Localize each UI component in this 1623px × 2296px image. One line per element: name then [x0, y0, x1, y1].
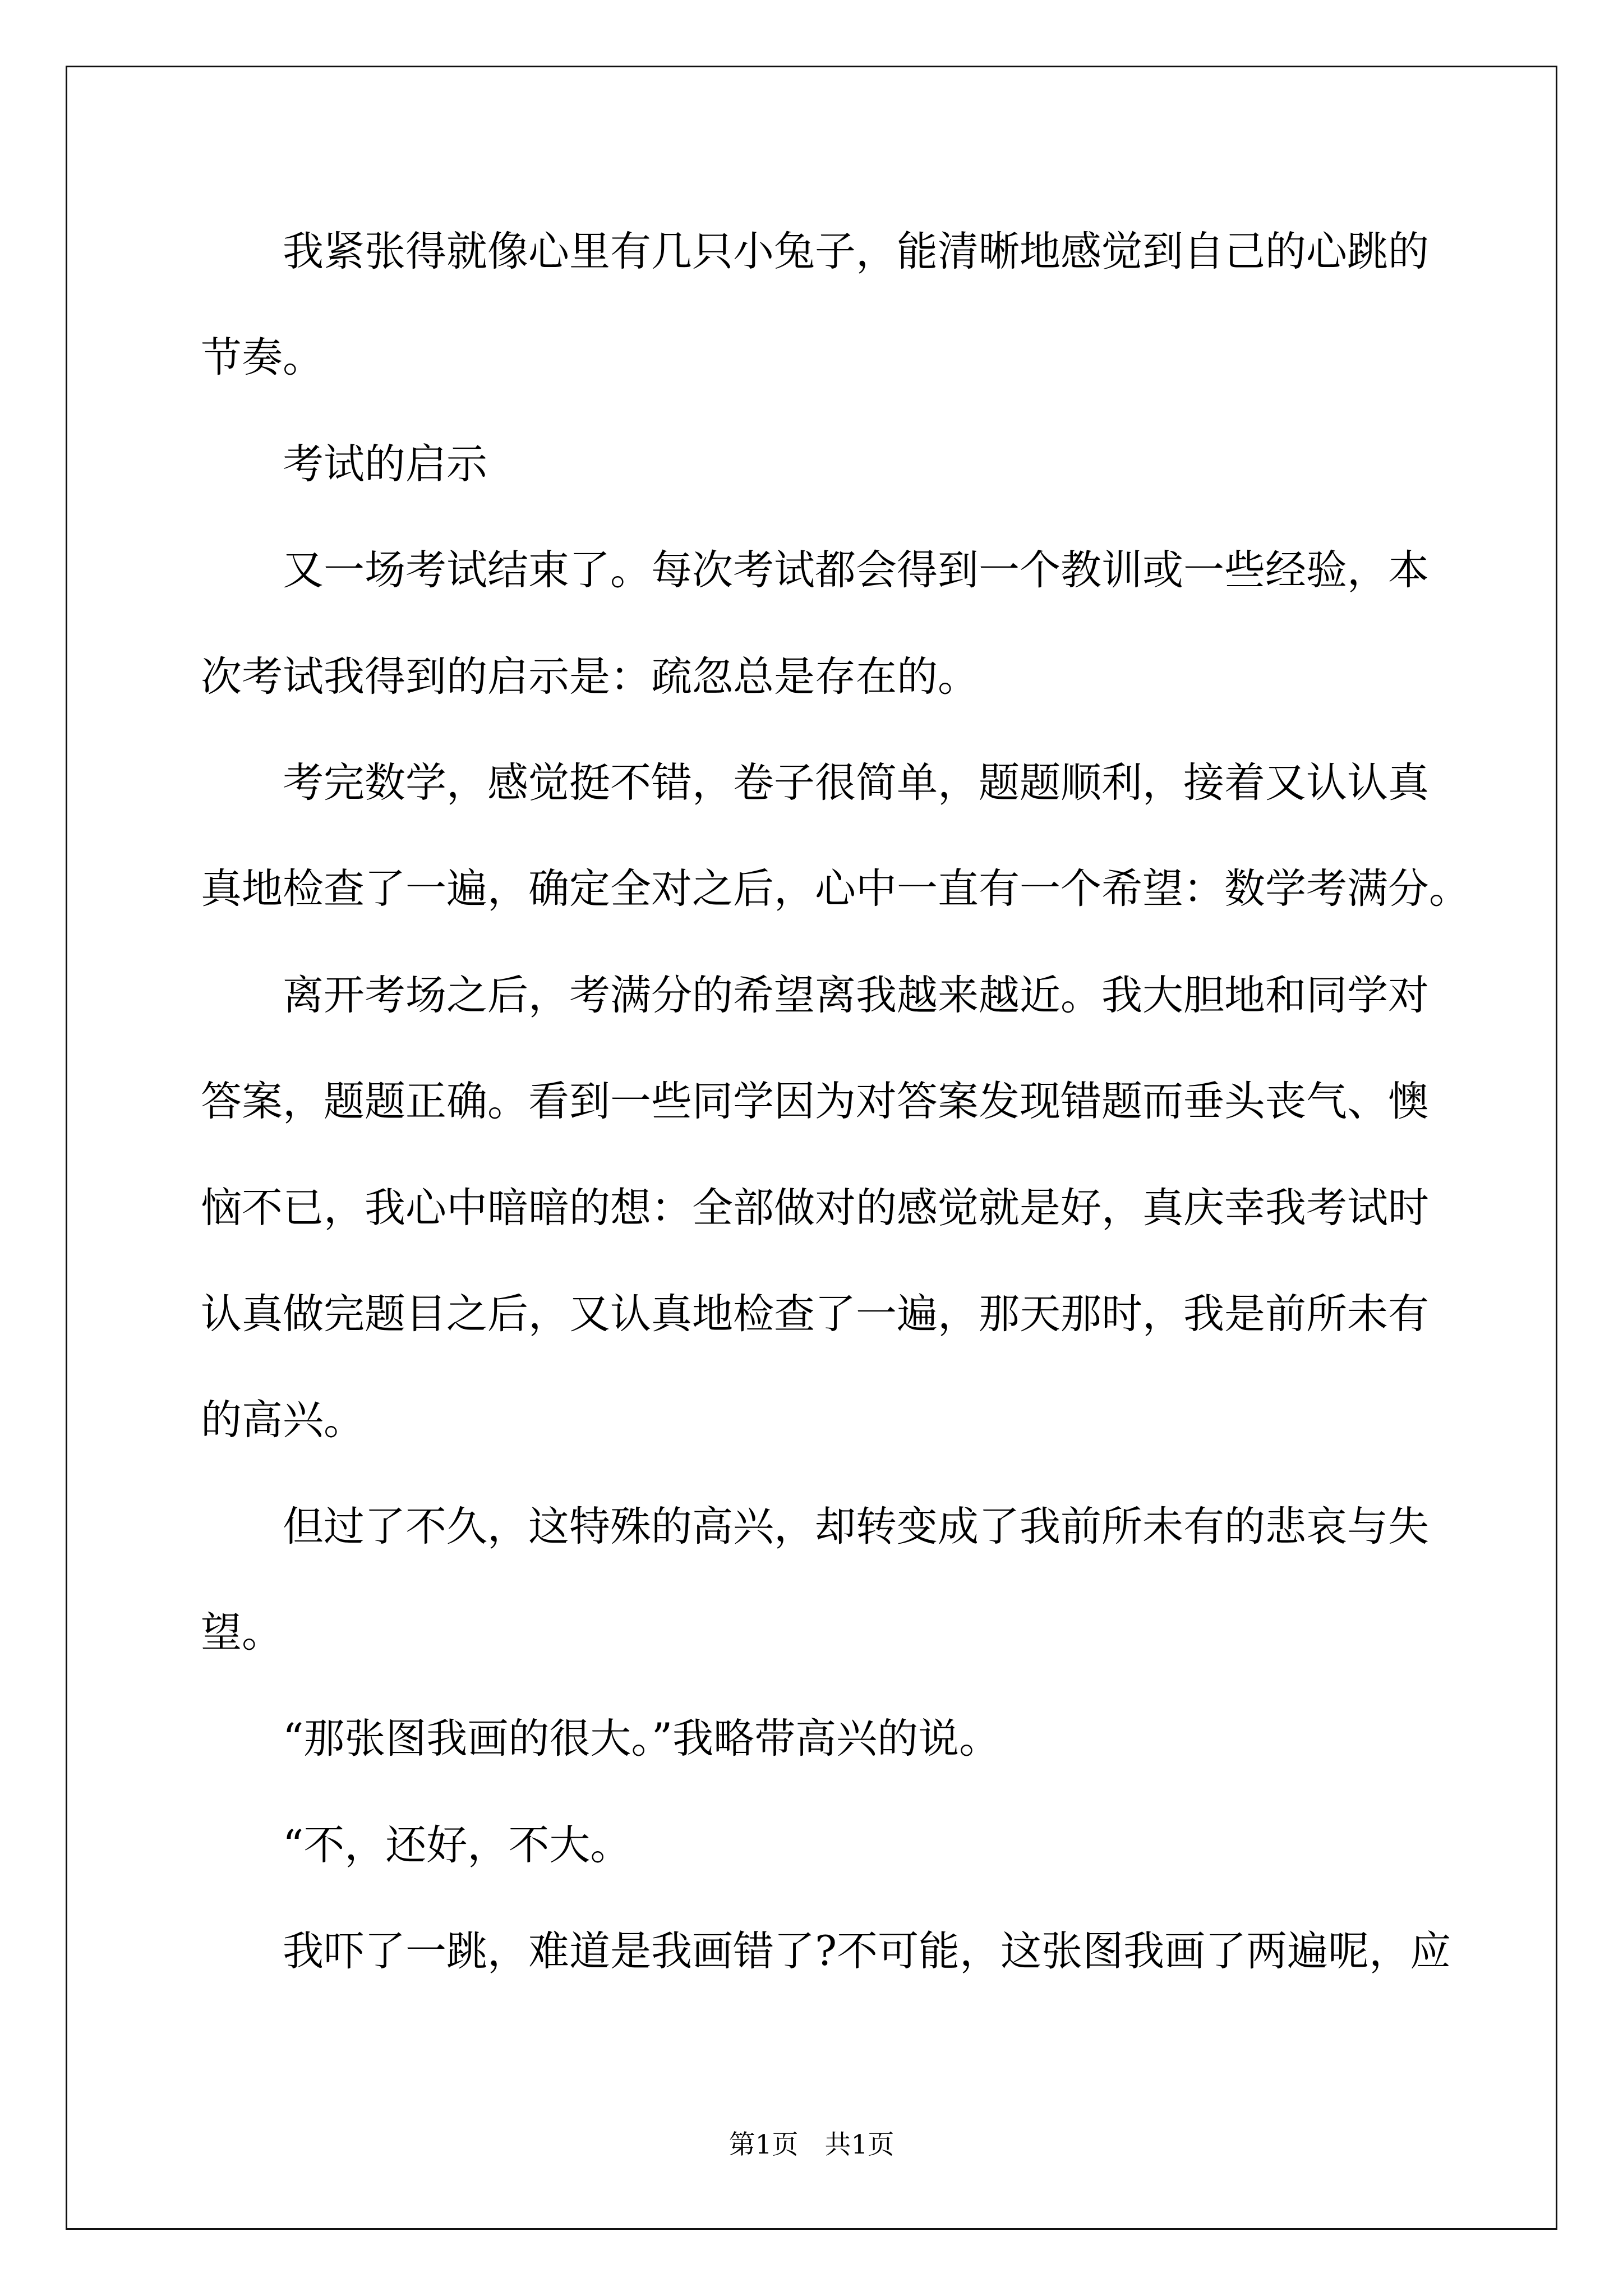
dialogue-paragraph — [201, 1686, 1470, 1792]
paragraph-line: “那张图我画的很大。”我略带高兴的说。 — [283, 1715, 1000, 1763]
paragraph-line: 的高兴。 — [201, 1396, 365, 1444]
paragraph — [201, 942, 1470, 1474]
paragraph-line: 恼不已，我心中暗暗的想：全部做对的感觉就是好，真庆幸我考试时 — [201, 1184, 1429, 1232]
section-title-text: 考试的启示 — [283, 440, 487, 488]
paragraph-line: 认真做完题目之后，又认真地检查了一遍，那天那时，我是前所未有 — [201, 1290, 1429, 1338]
paragraph — [201, 730, 1470, 942]
paragraph-line: 但过了不久，这特殊的高兴，却转变成了我前所未有的悲哀与失 — [283, 1502, 1429, 1550]
paragraph-line: 节奏。 — [201, 334, 324, 382]
document-body — [201, 199, 1470, 2005]
paragraph — [201, 199, 1470, 411]
paragraph — [201, 517, 1470, 730]
paragraph-line: 真地检查了一遍，确定全对之后，心中一直有一个希望：数学考满分。 — [201, 865, 1470, 913]
paragraph-line: 又一场考试结束了。每次考试都会得到一个教训或一些经验，本 — [283, 546, 1429, 595]
paragraph — [201, 1898, 1470, 2004]
paragraph-line: 答案，题题正确。看到一些同学因为对答案发现错题而垂头丧气、懊 — [201, 1078, 1429, 1126]
paragraph-line: 次考试我得到的启示是：疏忽总是存在的。 — [201, 652, 979, 701]
dialogue-paragraph — [201, 1792, 1470, 1898]
paragraph-line: 我紧张得就像心里有几只小兔子，能清晰地感觉到自己的心跳的 — [283, 228, 1429, 275]
paragraph-line: 考完数学，感觉挺不错，卷子很简单，题题顺利，接着又认认真 — [283, 758, 1429, 807]
paragraph-line: 望。 — [201, 1609, 283, 1657]
section-title — [201, 411, 1470, 517]
paragraph — [201, 1474, 1470, 1686]
paragraph-line: “不，还好，不大。 — [283, 1821, 631, 1869]
page-footer: 第1页 共1页 — [728, 2129, 895, 2160]
paragraph-line: 离开考场之后，考满分的希望离我越来越近。我大胆地和同学对 — [283, 971, 1429, 1019]
paragraph-line: 我吓了一跳，难道是我画错了?不可能，这张图我画了两遍呢，应 — [283, 1927, 1451, 1976]
